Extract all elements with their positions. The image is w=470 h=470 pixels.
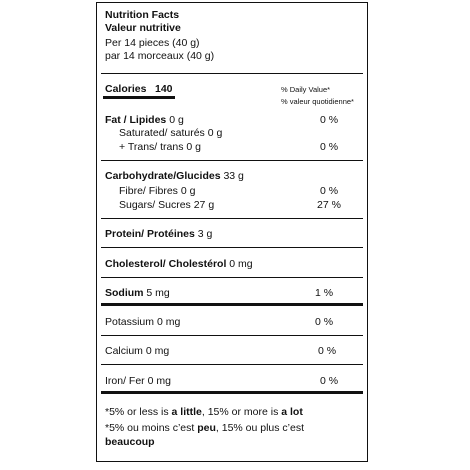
sodium-label: Sodium [105, 287, 144, 299]
fibre-amount: 0 g [180, 185, 196, 197]
divider-thick [101, 391, 363, 394]
divider [101, 335, 363, 336]
saturated-amount: 0 g [207, 127, 223, 139]
sodium-dv: 1 % [314, 287, 334, 299]
calcium-label: Calcium [105, 345, 143, 357]
calcium-amount: 0 mg [145, 345, 170, 357]
carb-label: Carbohydrate/Glucides [105, 170, 221, 182]
divider-thick [101, 303, 363, 306]
potassium-dv: 0 % [314, 316, 334, 328]
trans-dv: 0 % [319, 141, 339, 153]
fibre-dv: 0 % [319, 185, 339, 197]
calories-label: Calories [105, 83, 147, 95]
potassium-amount: 0 mg [156, 316, 181, 328]
cholesterol-amount: 0 mg [229, 258, 253, 270]
trans-amount: 0 g [186, 141, 202, 153]
iron-label: Iron/ Fer [105, 375, 145, 387]
calcium-dv: 0 % [317, 345, 337, 357]
fat-label: Fat / Lipides [105, 114, 167, 126]
nutrition-facts-label: Nutrition Facts Valeur nutritive Per 14 pieces (40 g) par 14 morceaux (40 g) Calories 140 % Daily Value* % valeur quotidienne* Fat / Lipides 0 g 0 % Saturated/ saturés 0 g + Trans/ trans 0 g 0 % Carbohydrate/Glucides 33 g Fibre/ Fibres 0 g 0 % Sugars/ Sucres 27 g 27 % Protein/ Protéines 3 g Cholesterol/ Cholestérol 0 mg Sodium 5 mg 1 % Potassium 0 mg 0 % Calcium 0 mg 0 % Iron/ Fer 0 mg 0 % *5% or less is a little, 15% or more is a lot *5% ou moins c’est peu, 15% ou plus c’est beaucoup [96, 2, 368, 462]
calories-value: 140 [155, 83, 173, 95]
sodium-amount: 5 mg [146, 287, 170, 299]
divider [101, 218, 363, 219]
divider [101, 247, 363, 248]
carb-amount: 33 g [223, 170, 244, 182]
sugars-label: Sugars/ Sucres [119, 199, 191, 211]
saturated-label: Saturated/ saturés [119, 127, 205, 139]
divider [101, 160, 363, 161]
protein-amount: 3 g [197, 228, 213, 240]
fat-dv: 0 % [319, 114, 339, 126]
cholesterol-label: Cholesterol/ Cholestérol [105, 258, 227, 270]
fat-amount: 0 g [169, 114, 184, 126]
sugars-amount: 27 g [193, 199, 215, 211]
fibre-label: Fibre/ Fibres [119, 185, 178, 197]
iron-dv: 0 % [319, 375, 339, 387]
trans-label: + Trans/ trans [119, 141, 184, 153]
iron-amount: 0 mg [147, 375, 171, 387]
calories-underline [103, 96, 175, 99]
sugars-dv: 27 % [317, 199, 341, 211]
divider [101, 364, 363, 365]
divider [101, 277, 363, 278]
protein-label: Protein/ Protéines [105, 228, 195, 240]
divider [101, 73, 363, 74]
potassium-label: Potassium [105, 316, 155, 328]
